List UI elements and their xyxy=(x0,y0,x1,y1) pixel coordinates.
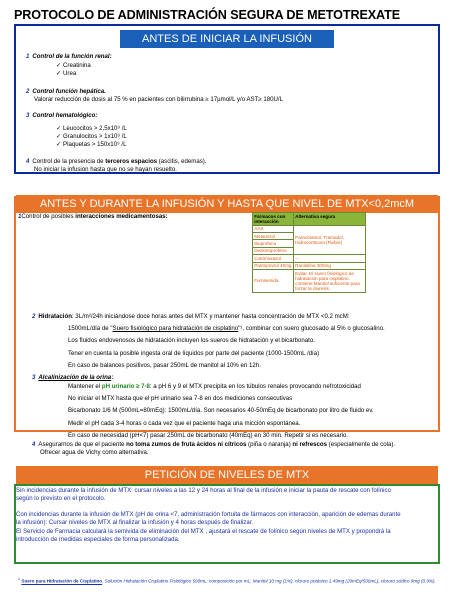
hydration-line: Los fluidos endovenosos de hidratación incluyen los sueros de hidratación y el bicarbonato. xyxy=(68,337,315,345)
table-cell: Dexketoprofeno xyxy=(253,247,294,254)
item-text: (especialmente de cola). xyxy=(326,441,396,448)
alkalinization-line xyxy=(68,381,374,393)
item-text: (ascitis, edemas). xyxy=(157,158,207,165)
item-number: 3 xyxy=(26,112,30,119)
item-number: 4 xyxy=(26,158,30,165)
line-emphasis: pH urinario ≥ 7-8 xyxy=(101,383,150,390)
hydration-line: En caso de balances positivos, pasar 250mL de manitol al 10% en 12h. xyxy=(68,362,261,370)
hemato-item xyxy=(26,112,97,120)
table-cell: Ranitidina 300mg xyxy=(293,262,365,269)
hepatic-item xyxy=(26,88,283,104)
check-icon: ✓ xyxy=(56,142,62,149)
item-text: Ofrecer agua de Vichy como alternativa. xyxy=(40,449,149,457)
juice-item xyxy=(32,441,395,457)
item-emphasis: no toma zumos de fruta ácidos ni cítricos xyxy=(126,441,247,448)
section-levels-banner: PETICIÓN DE NIVELES DE MTX xyxy=(16,466,438,484)
table-cell: -- xyxy=(293,255,365,262)
table-cell: Metamizol xyxy=(253,232,294,239)
item-label: interacciones medicamentosas: xyxy=(75,213,168,220)
check-icon: ✓ xyxy=(56,134,62,141)
item-number: 2 xyxy=(26,88,30,95)
line-text: : a pH 6 y 9 el MTX precipita en los túbulos renales provocando nefrotoxicidad xyxy=(149,383,361,390)
item-number: 3 xyxy=(32,374,36,381)
item-text: Control de posibles xyxy=(21,213,76,220)
footnote-label: Suero para Hidratación de Cisplatino xyxy=(21,578,103,584)
table-header: Fármacos con interacción xyxy=(253,213,294,226)
item-label: Control función hepática. xyxy=(32,88,106,95)
table-cell: Furosemida xyxy=(253,269,294,292)
renal-item xyxy=(26,53,112,61)
table-cell: Paracetamol, Tramadol, Hidrocortisona (Fiebre) xyxy=(293,225,365,255)
item-text: No iniciar la infusión hasta que no se hayan resuelto. xyxy=(34,166,177,174)
item-text: Asegurarnos de que el paciente xyxy=(38,441,127,448)
alkalinization-line: Medir el pH cada 3-4 horas o cada vez que el paciente haga una micción espontánea. xyxy=(68,419,301,427)
interactions-table xyxy=(252,212,366,293)
check-item xyxy=(56,62,91,70)
hydration-line xyxy=(68,323,385,335)
table-header: Alternativa segura xyxy=(293,213,365,226)
item-number: 1 xyxy=(26,53,30,60)
levels-line: la infusión): Cursar niveles de MTX al finalizar la infusión y 4 horas después de finalizar. xyxy=(16,519,254,527)
levels-line: Sin incidencias durante la infusión de MTX: cursar niveles a las 12 y 24 horas al final de la infusión e iniciar la pauta de rescate con folínico xyxy=(16,487,391,494)
hydration-lines xyxy=(68,323,385,373)
table-row xyxy=(253,269,366,292)
item-label: Alcalinización de la orina xyxy=(38,374,112,381)
levels-line: El Servicio de Farmacia calculará la semivida de eliminación del MTX , ajustará el rescate de folínico según niveles de MTX y propondrá la xyxy=(16,527,391,535)
item-text: : 3L/m²/24h iniciándose doce horas antes del MTX y mantener hasta concentración de MTX <0.2 mcM: xyxy=(71,313,350,320)
check-text: Creatinina xyxy=(63,62,91,69)
section-during-infusion-banner: ANTES Y DURANTE LA INFUSIÓN Y HASTA QUE NIVEL DE MTX<0,2mcM xyxy=(16,195,438,213)
hydration-line: Tener en cuenta la posible ingesta oral de líquidos por parte del paciente (1000-1500mL /día) xyxy=(68,349,320,357)
check-item xyxy=(56,133,127,141)
footnote-text: . Solución Hidratación Cisplatino Fisiológico 500mL: composición por mL: Manitol 10 mg (1%), cloruro potásico 1.49mg (20mEq/500mL), cloruro sódico 9mg (0.9%). xyxy=(102,578,436,584)
item-number: 4 xyxy=(32,441,36,448)
alkalinization-lines xyxy=(68,381,374,442)
renal-checks xyxy=(26,62,91,78)
table-cell: Ibuprofeno xyxy=(253,240,294,247)
table-cell: Pantoprazol 40mg xyxy=(254,263,292,269)
check-item xyxy=(56,141,127,149)
check-text: Urea xyxy=(63,70,77,78)
item-text: Valorar reducción de dosis al 75 % en pacientes con bilirrubina ≥ 17µmol/L y/o AST≥ 180U/L xyxy=(34,96,284,104)
section-before-infusion-banner: ANTES DE INICIAR LA INFUSIÓN xyxy=(120,30,334,48)
line-underlined: Suero fisiológico para hidratación de cisplatino xyxy=(112,325,239,332)
levels-line: Con incidencias durante la infusión de MTX (pH de orina <7, administración fortuita de fármacos con interacción, aparición de edemas durante xyxy=(16,510,401,518)
footnote-mark: 1 xyxy=(18,577,21,581)
table-header-row xyxy=(253,213,366,226)
item-number: 2 xyxy=(32,313,36,320)
table-row xyxy=(253,255,366,262)
levels-line: según lo previsto en el protocolo. xyxy=(16,495,106,503)
page-title: PROTOCOLO DE ADMINISTRACIÓN SEGURA DE METOTREXATE xyxy=(14,8,400,22)
item-number: 1 xyxy=(18,213,22,220)
alkalinization-line: No iniciar el MTX hasta que el pH urinario sea 7-8 en dos mediciones consecutivas xyxy=(68,395,293,403)
check-text: Leucocitos > 2,5x10⁹ /L xyxy=(63,125,127,132)
line-text: "¹, combinar con suero glucosado al 5% o glucosalino. xyxy=(238,325,385,332)
item-emphasis: ni refrescos xyxy=(292,441,327,448)
footnote xyxy=(18,576,443,585)
hemato-checks xyxy=(26,125,127,149)
interactions-item xyxy=(18,213,168,221)
check-icon: ✓ xyxy=(56,126,62,132)
hydration-item xyxy=(32,313,350,321)
line-text: 1500mL/día de " xyxy=(68,325,113,332)
item-text: (piña o naranja) xyxy=(246,441,293,448)
check-item xyxy=(56,70,91,78)
check-text: Granulocitos > 1x10⁹ /L xyxy=(63,133,127,141)
table-cell: Cotrimoxazol xyxy=(253,255,294,262)
item-label: Hidratación xyxy=(38,313,72,320)
alkalinization-line: En caso de necesidad (pH<7) pasar 250mL de bicarbonato (40mEq) en 30 min. Repetir si es necesario. xyxy=(68,431,349,439)
check-icon: ✓ xyxy=(56,63,62,69)
table-cell: Evitar. El suero fisiológico de hidratación para cisplatino contiene Manitol suficiente para forzar la diuresis. xyxy=(293,269,365,292)
alkalinization-line: Bicarbonato 1/6 M (500mL=80mEq): 1500mL/día. Son necesarios 40-50mEq de bicarbonato por litro de fluido ev. xyxy=(68,407,374,415)
check-item xyxy=(56,125,127,133)
item-text: Control de la presencia de xyxy=(32,158,106,165)
third-space-item xyxy=(26,158,207,174)
levels-line: introducción de medidas especiales de forma personalizada. xyxy=(16,536,180,544)
table-row xyxy=(253,225,366,232)
item-label: Control de la función renal: xyxy=(32,53,112,60)
line-text: Mantener el xyxy=(68,383,102,390)
table-row xyxy=(253,262,366,269)
item-label: Control hematológico: xyxy=(32,112,98,119)
alkalinization-item: 3 Alcalinización de la orina: xyxy=(32,374,114,381)
check-text: Plaquetas > 150x10⁹ /L xyxy=(63,141,127,149)
check-icon: ✓ xyxy=(56,71,62,78)
levels-body xyxy=(16,487,401,544)
item-emphasis: terceros espacios xyxy=(105,158,158,165)
table-cell: AAS xyxy=(253,225,294,232)
